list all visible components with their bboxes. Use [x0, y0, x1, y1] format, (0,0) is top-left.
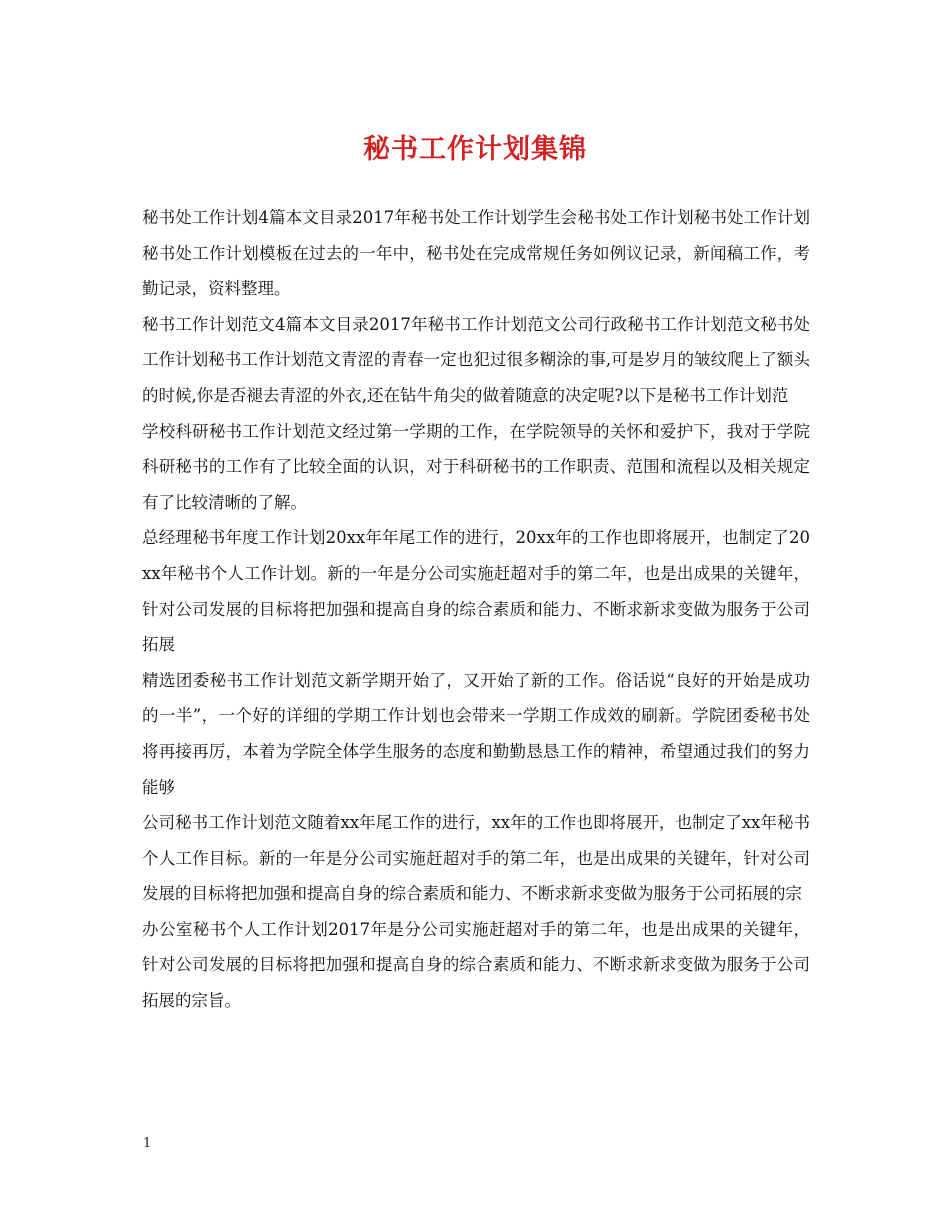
paragraph-2: 秘书工作计划范文4篇本文目录2017年秘书工作计划范文公司行政秘书工作计划范文秘书处工作计划秘书工作计划范文青涩的青春一定也犯过很多糊涂的事,可是岁月的皱纹爬上了额头的时候,你是否褪去青涩的外衣,还在钻牛角尖的做着随意的决定呢?以下是秘书工作计划范 [142, 314, 810, 405]
document-body [142, 200, 810, 1019]
page-number: 1 [143, 1136, 152, 1151]
paragraph-5: 精选团委秘书工作计划范文新学期开始了，又开始了新的工作。俗话说“良好的开始是成功的一半”，一个好的详细的学期工作计划也会带来一学期工作成效的刷新。学院团委秘书处将再接再厉，本着为学院全体学生服务的态度和勤勤恳恳工作的精神，希望通过我们的努力能够 [142, 670, 810, 797]
document-title: 秘书工作计划集锦 [363, 134, 587, 165]
paragraph-3: 学校科研秘书工作计划范文经过第一学期的工作，在学院领导的关怀和爱护下，我对于学院科研秘书的工作有了比较全面的认识，对于科研秘书的工作职责、范围和流程以及相关规定有了比较清晰的了解。 [142, 421, 810, 512]
paragraph-7: 办公室秘书个人工作计划2017年是分公司实施赶超对手的第二年，也是出成果的关键年，针对公司发展的目标将把加强和提高自身的综合素质和能力、不断求新求变做为服务于公司拓展的宗旨。 [142, 919, 810, 1011]
paragraph-4: 总经理秘书年度工作计划20xx年年尾工作的进行，20xx年的工作也即将展开，也制定了20xx年秘书个人工作计划。新的一年是分公司实施赶超对手的第二年，也是出成果的关键年，针对公司发展的目标将把加强和提高自身的综合素质和能力、不断求新求变做为服务于公司拓展 [142, 528, 810, 655]
paragraph-6: 公司秘书工作计划范文随着xx年尾工作的进行，xx年的工作也即将展开，也制定了xx年秘书个人工作目标。新的一年是分公司实施赶超对手的第二年，也是出成果的关键年，针对公司发展的目标将把加强和提高自身的综合素质和能力、不断求新求变做为服务于公司拓展的宗 [142, 813, 810, 904]
paragraph-1: 秘书处工作计划4篇本文目录2017年秘书处工作计划学生会秘书处工作计划秘书处工作计划秘书处工作计划模板在过去的一年中，秘书处在完成常规任务如例议记录，新闻稿工作，考勤记录，资料整理。 [142, 208, 810, 299]
